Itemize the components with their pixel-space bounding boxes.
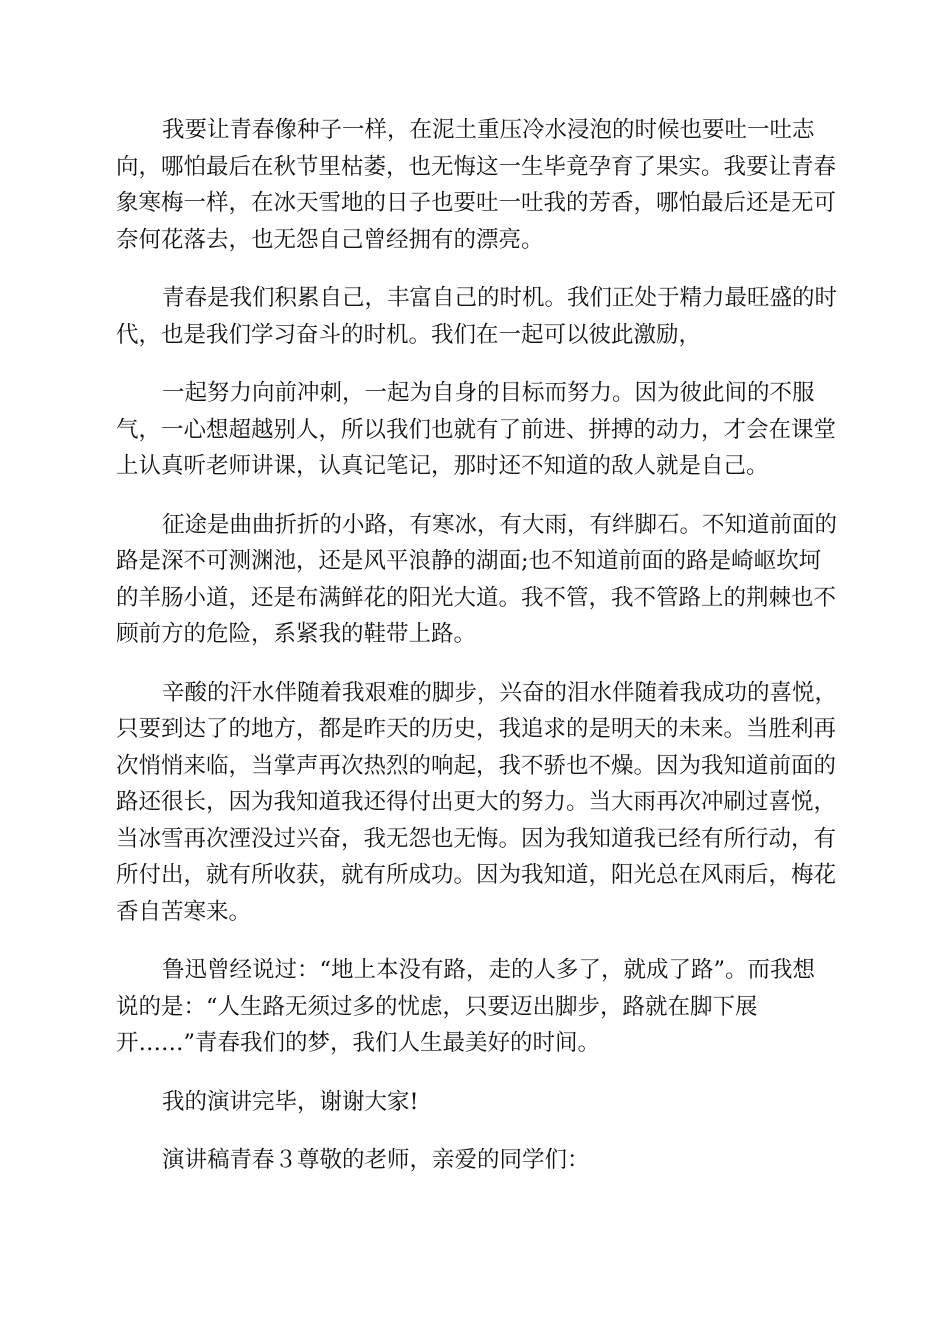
document-page <box>116 112 836 1201</box>
paragraph-1 <box>116 112 836 258</box>
paragraph-2 <box>116 280 836 353</box>
text-line: 辛酸的汗水伴随着我艰难的脚步，兴奋的泪水伴随着我成功的喜悦， <box>162 679 838 706</box>
text-line: 向，哪怕最后在秋节里枯萎，也无悔这一生毕竟孕育了果实。我要让青春 <box>116 153 837 180</box>
text-line: 香自苦寒来。 <box>116 898 252 925</box>
text-line: 说的是：“人生路无须过多的忧虑，只要迈出脚步，路就在脚下展 <box>116 993 758 1020</box>
text-line: 鲁迅曾经说过：“地上本没有路，走的人多了，就成了路”。而我想 <box>162 957 816 983</box>
text-line: 我要让青春像种子一样，在泥土重压冷水浸泡的时候也要吐一吐志 <box>162 117 815 143</box>
text-line: 所付出，就有所收获，就有所成功。因为我知道，阳光总在风雨后，梅花 <box>116 862 837 888</box>
text-line: 象寒梅一样，在冰天雪地的日子也要吐一吐我的芳香，哪怕最后还是无可 <box>116 190 837 216</box>
text-line: 的羊肠小道，还是布满鲜花的阳光大道。我不管，我不管路上的荆棘也不 <box>116 584 837 611</box>
paragraph-3 <box>116 375 836 485</box>
text-line: 我的演讲完毕，谢谢大家! <box>162 1088 419 1115</box>
text-line: 奈何花落去，也无怨自己曾经拥有的漂亮。 <box>116 226 544 253</box>
text-line: 青春是我们积累自己，丰富自己的时机。我们正处于精力最旺盛的时 <box>162 285 838 311</box>
paragraph-7 <box>116 1084 836 1121</box>
text-line: 当冰雪再次湮没过兴奋，我无怨也无悔。因为我知道我已经有所行动，有 <box>116 825 837 852</box>
text-line: 只要到达了的地方，都是昨天的历史，我追求的是明天的未来。当胜利再 <box>116 716 837 742</box>
paragraph-5 <box>116 675 836 931</box>
paragraph-6 <box>116 952 836 1062</box>
text-line: 征途是曲曲折折的小路，有寒冰，有大雨，有绊脚石。不知道前面的 <box>162 511 838 538</box>
text-line: 代，也是我们学习奋斗的时机。我们在一起可以彼此激励， <box>116 321 702 348</box>
paragraph-8 <box>116 1142 836 1179</box>
text-line: 气，一心想超越别人，所以我们也就有了前进、拼搏的动力，才会在课堂 <box>116 416 837 443</box>
text-line: 路是深不可测渊池，还是风平浪静的湖面;也不知道前面的路是崎岖坎坷 <box>116 548 822 574</box>
text-line: 开……”青春我们的梦，我们人生最美好的时间。 <box>116 1030 601 1056</box>
text-line: 演讲稿青春３尊敬的老师，亲爱的同学们： <box>162 1147 590 1173</box>
text-line: 顾前方的危险，系紧我的鞋带上路。 <box>116 621 477 647</box>
paragraph-4 <box>116 507 836 653</box>
text-line: 一起努力向前冲刺，一起为自身的目标而努力。因为彼此间的不服 <box>162 380 815 406</box>
text-line: 路还很长，因为我知道我还得付出更大的努力。当大雨再次冲刷过喜悦， <box>116 789 837 815</box>
text-line: 上认真听老师讲课，认真记笔记，那时还不知道的敌人就是自己。 <box>116 453 769 479</box>
text-line: 次悄悄来临，当掌声再次热烈的响起，我不骄也不燥。因为我知道前面的 <box>116 752 837 779</box>
